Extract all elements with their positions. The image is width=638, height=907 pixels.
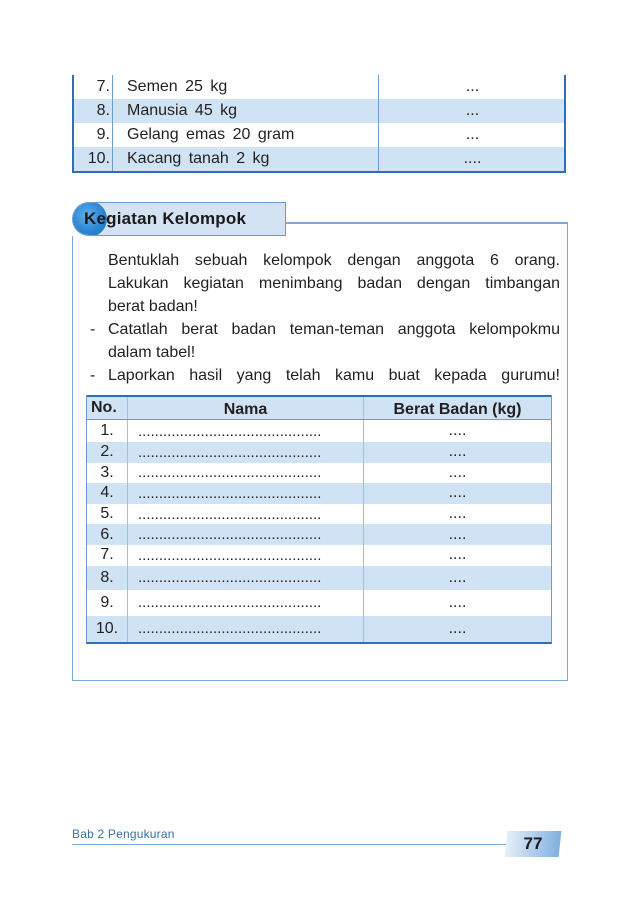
table-row	[72, 99, 566, 123]
row-weight: ....	[363, 566, 551, 590]
row-item-text: Gelang emas 20 gram	[127, 126, 295, 143]
row-weight: ....	[363, 524, 551, 545]
row-name: ............................................	[127, 420, 363, 442]
row-item	[112, 123, 378, 147]
row-weight: ....	[363, 442, 551, 463]
row-weight: ....	[363, 545, 551, 566]
row-name: ............................................	[127, 524, 363, 545]
bullet-2-line-1: Laporkan hasil yang telah kamu buat kepada gurumu!	[108, 367, 560, 384]
body-weight-table	[86, 395, 552, 644]
row-name: ............................................	[127, 463, 363, 484]
footer-divider	[72, 844, 510, 845]
row-value	[378, 147, 566, 171]
row-value-text: ....	[463, 150, 482, 167]
row-number: 10.	[95, 619, 119, 637]
page-number: 77	[523, 834, 543, 853]
row-value-text: ...	[465, 78, 480, 95]
row-number: 1.	[100, 422, 114, 439]
table-row	[87, 420, 551, 442]
row-number: 6.	[100, 525, 114, 543]
table-row	[87, 590, 551, 616]
row-name: ............................................	[127, 442, 363, 463]
row-number: 2.	[100, 443, 114, 461]
row-number: 7.	[100, 546, 114, 564]
table-row	[72, 75, 566, 99]
header-berat: Berat Badan (kg)	[363, 397, 551, 419]
row-number: 3.	[100, 463, 114, 481]
table-row	[87, 545, 551, 566]
bullet-mark: -	[90, 367, 96, 384]
bullet-1-line-2: dalam tabel!	[108, 344, 196, 361]
row-item-text: Semen 25 kg	[127, 78, 228, 95]
row-name: ............................................	[127, 616, 363, 642]
row-number: 7.	[96, 78, 110, 95]
table-row	[87, 442, 551, 463]
row-name: ............................................	[127, 545, 363, 566]
header-nama: Nama	[127, 397, 363, 419]
activity-title: Kegiatan Kelompok	[84, 209, 247, 228]
top-measurement-table	[72, 75, 566, 173]
table-row	[87, 566, 551, 590]
table-row	[87, 616, 551, 642]
row-weight: ....	[363, 616, 551, 642]
row-weight: ....	[363, 420, 551, 442]
row-item	[112, 99, 378, 123]
table-row	[72, 147, 566, 171]
row-name: ............................................	[127, 590, 363, 616]
row-weight: ....	[363, 463, 551, 484]
activity-title-tab	[72, 202, 286, 236]
table-row	[87, 524, 551, 545]
row-value	[378, 99, 566, 123]
row-item-text: Kacang tanah 2 kg	[127, 150, 270, 167]
row-name: ............................................	[127, 504, 363, 525]
row-number: 5.	[100, 505, 114, 523]
row-number: 8.	[100, 568, 114, 586]
table-header	[87, 395, 551, 420]
row-weight: ....	[363, 483, 551, 504]
intro-line-1: Bentuklah sebuah kelompok dengan anggota 6 orang.	[108, 252, 560, 269]
row-value	[378, 75, 566, 99]
intro-line-3: berat badan!	[108, 298, 198, 315]
row-item	[112, 75, 378, 99]
bullet-1-line-1: Catatlah berat badan teman-teman anggota kelompokmu	[108, 321, 560, 338]
row-item	[112, 147, 378, 171]
row-value-text: ...	[465, 102, 480, 119]
row-number: 9.	[96, 126, 110, 143]
row-weight: ....	[363, 590, 551, 616]
header-no: No.	[91, 399, 117, 416]
table-row	[87, 504, 551, 525]
row-value	[378, 123, 566, 147]
table-row	[72, 123, 566, 147]
row-number: 10.	[87, 150, 110, 167]
table-row	[87, 483, 551, 504]
row-number: 9.	[100, 593, 114, 611]
table-row	[87, 463, 551, 484]
row-number: 4.	[100, 484, 114, 502]
row-name: ............................................	[127, 566, 363, 590]
row-name: ............................................	[127, 483, 363, 504]
row-number: 8.	[96, 102, 110, 119]
row-value-text: ...	[465, 126, 480, 143]
chapter-label: Bab 2 Pengukuran	[72, 827, 175, 841]
bullet-mark: -	[90, 321, 96, 338]
row-weight: ....	[363, 504, 551, 525]
intro-line-2: Lakukan kegiatan menimbang badan dengan timbangan	[108, 275, 560, 292]
row-item-text: Manusia 45 kg	[127, 102, 238, 119]
